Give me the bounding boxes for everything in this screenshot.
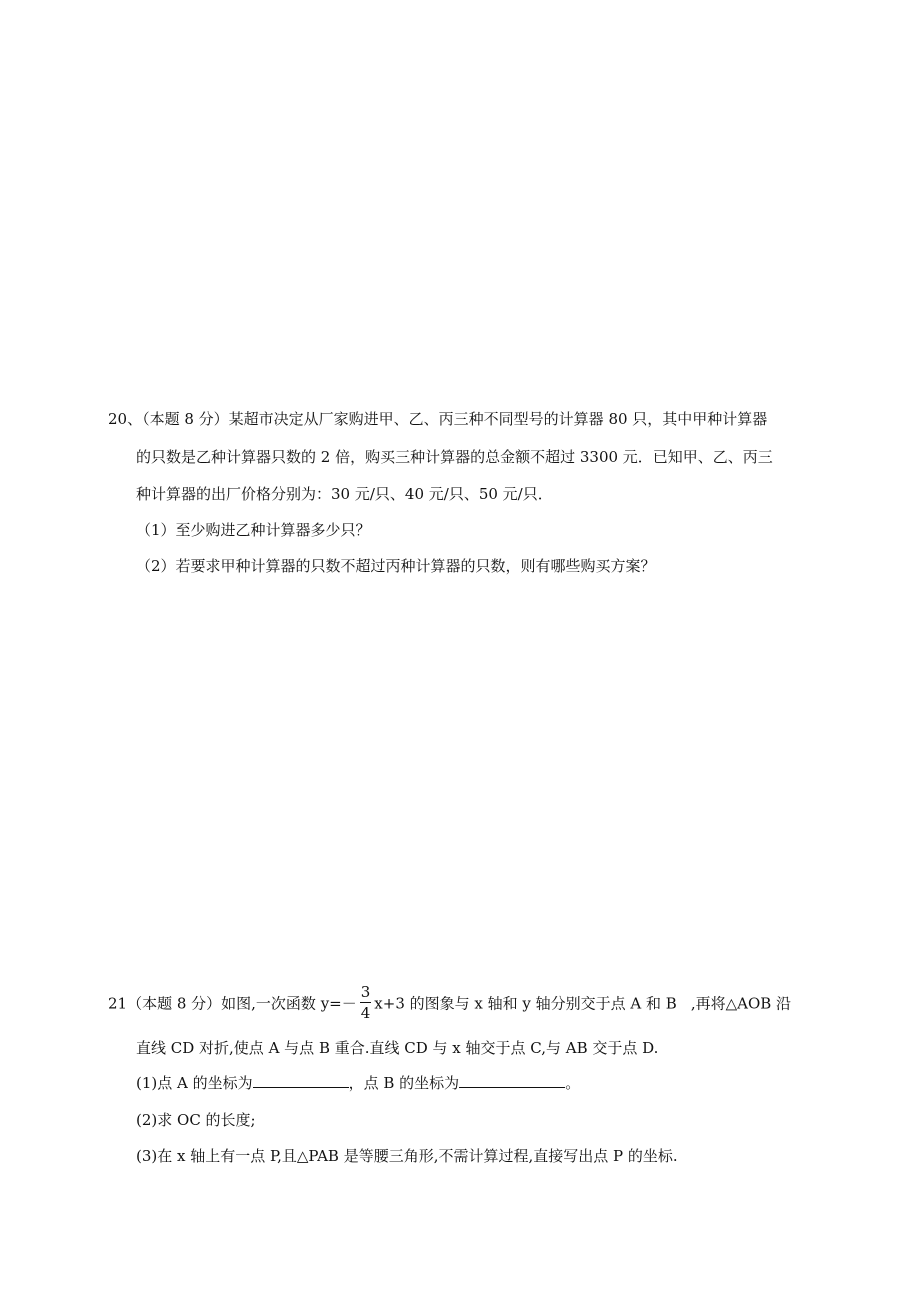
q20-part-1: （1）至少购进乙种计算器多少只？ <box>136 521 371 539</box>
q20-line-3: 种计算器的出厂价格分别为：30 元/只、40 元/只、50 元/只． <box>136 485 553 503</box>
answer-blank-point-b[interactable] <box>459 1073 565 1088</box>
q21-line-2: 直线 CD 对折,使点 A 与点 B 重合.直线 CD 与 x 轴交于点 C,与 AB 交于点 D. <box>136 1039 659 1057</box>
q21-line-1-body: x+3 的图象与 x 轴和 y 轴分别交于点 A 和 B <box>374 994 677 1013</box>
fraction-numerator: 3 <box>360 983 371 1001</box>
q21-line-1 <box>108 984 791 1025</box>
q21-part-1-label-b: ，点 B 的坐标为 <box>348 1074 460 1092</box>
q21-part-3: (3)在 x 轴上有一点 P,且△PAB 是等腰三角形,不需计算过程,直接写出点 P 的坐标. <box>136 1147 678 1165</box>
answer-blank-point-a[interactable] <box>253 1073 349 1088</box>
q20-line-1: 20、（本题 8 分）某超市决定从厂家购进甲、乙、丙三种不同型号的计算器 80 只，其中甲种计算器 <box>108 410 768 428</box>
fraction-three-quarters <box>360 982 372 1023</box>
fraction-denominator: 4 <box>360 1004 371 1022</box>
q21-part-1-end: 。 <box>565 1074 581 1092</box>
q20-part-2: （2）若要求甲种计算器的只数不超过丙种计算器的只数，则有哪些购买方案？ <box>136 557 656 575</box>
q21-line-1-prefix: 21（本题 8 分）如图,一次函数 y=－ <box>108 994 357 1013</box>
q21-part-1-label-a: (1)点 A 的坐标为 <box>136 1074 253 1092</box>
q21-line-1-tail: ,再将△AOB 沿 <box>690 994 792 1013</box>
q21-part-2: (2)求 OC 的长度; <box>136 1111 256 1129</box>
q20-line-2: 的只数是乙种计算器只数的 2 倍，购买三种计算器的总金额不超过 3300 元．已知甲、乙、丙三 <box>136 448 773 466</box>
q21-part-1 <box>136 1073 580 1093</box>
